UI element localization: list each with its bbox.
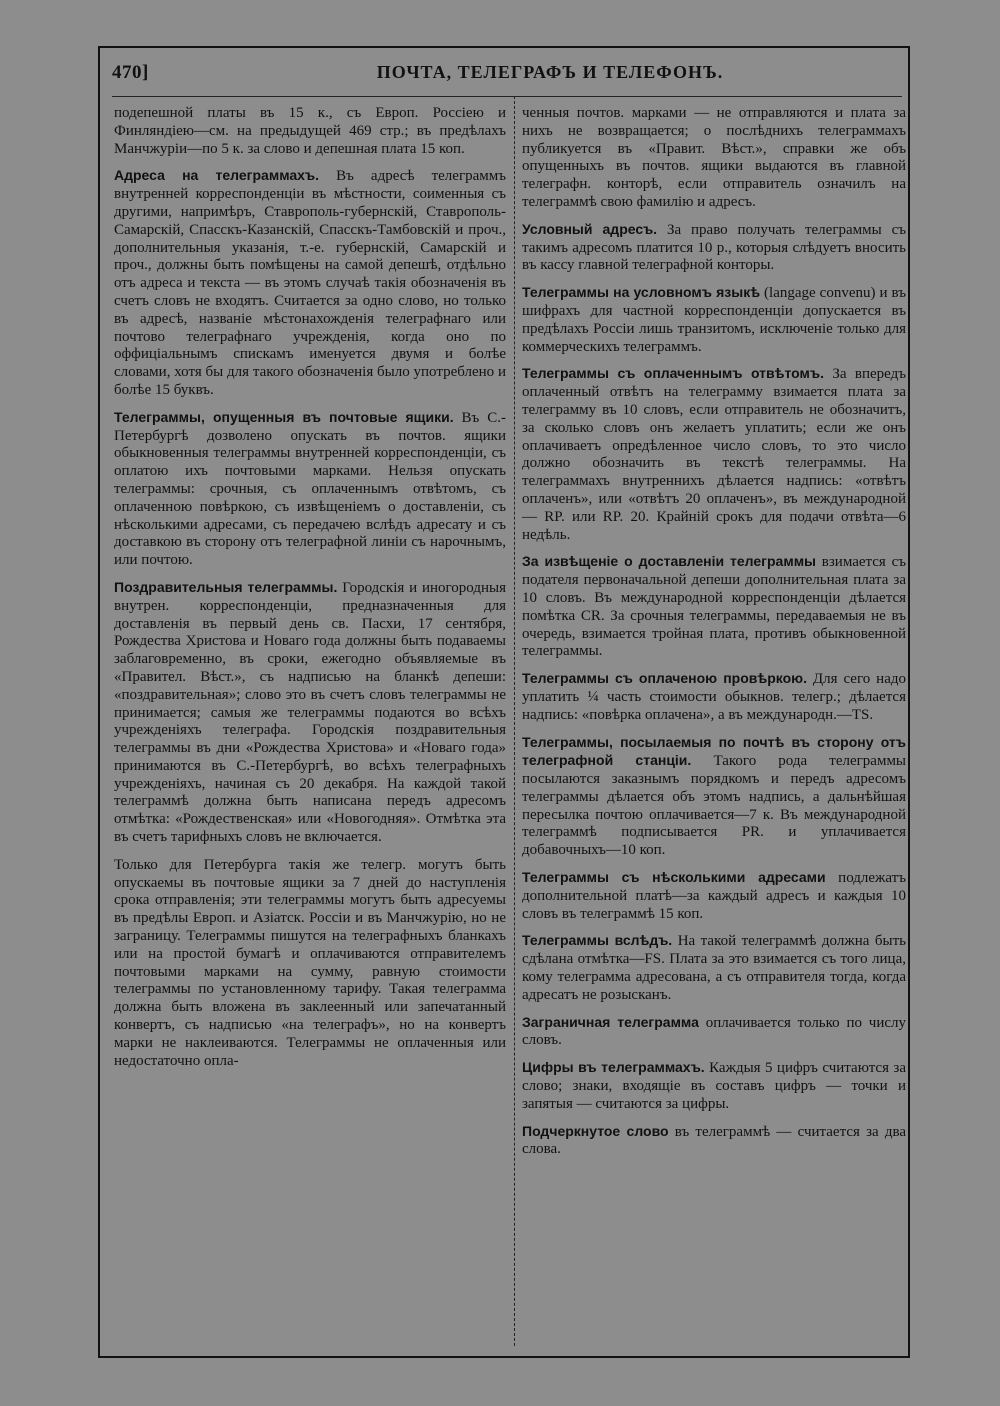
frame-bottom-rule <box>98 1356 910 1358</box>
frame-left-rule <box>98 46 100 1358</box>
paragraph-text: На такой телеграммѣ должна быть сдѣлана отмѣтка—FS. Плата за это взимается съ того лица, кому телеграмма адресована, а съ отправителя тогда, когда адресатъ не розысканъ. <box>522 933 906 1003</box>
running-title: ПОЧТА, ТЕЛЕГРАФЪ И ТЕЛЕФОНЪ. <box>376 62 724 82</box>
paragraph-text: (langage convenu) и въ шифрахъ для частной корреспонденціи допускается въ предѣлахъ Россіи лишь транзитомъ, исключеніе только для коммерческихъ телеграммъ. <box>522 285 906 355</box>
paragraph-text: Въ С.-Петербургѣ дозволено опускать въ почтов. ящики обыкновенныя телеграммы внутренней корреспонденціи, съ оплатою ихъ почтовыми марками. Нельзя опускать телеграммы: срочныя, съ оплаченнымъ отвѣтомъ, съ оплаченною повѣркою, съ извѣщеніемъ о доставленіи, съ нѣсколькими адресами, съ передачею вслѣдъ адресату и съ доставкою въ сторону отъ телеграфной линіи съ нарочнымъ, или почтою. <box>114 409 506 569</box>
column-divider <box>514 96 515 1346</box>
right-column <box>522 104 906 1168</box>
paragraph-text: оплачивается только по числу словъ. <box>522 1014 907 1049</box>
paragraph-heading: Телеграммы съ оплаченнымъ отвѣтомъ. <box>522 365 824 382</box>
paragraph-text: подепешной платы въ 15 к., съ Европ. Россіею и Финляндіею—см. на предыдущей 469 стр.; въ предѣлахъ Манчжуріи—по 5 к. за слово и депешная плата 15 коп. <box>114 105 506 157</box>
paragraph <box>114 167 506 399</box>
paragraph-text: взимается съ подателя первоначальной депеши дополнительная плата за 10 словъ. Въ международной корреспонденціи дѣлается помѣтка CR. За срочныя телеграммы, передаваемыя не въ очередь, взимается тройная плата, противъ обыкновенной телеграммы. <box>522 554 907 660</box>
paragraph <box>114 856 506 1071</box>
paragraph-text: ченныя почтов. марками — не отправляются и плата за нихъ не возвращается; о послѣднихъ телеграммахъ публикуется въ «Правит. Вѣст.», справки же объ опущенныхъ въ почтов. ящики выдаются въ главной телеграфн. конторѣ, если отправитель означилъ на телеграммѣ свою фамилію и адресъ. <box>522 105 906 210</box>
paragraph-text: Городскія и иногородныя внутрен. корреспонденціи, предназначенныя для доставленія въ первый день св. Пасхи, 17 сентября, Рождества Христова и Новаго года должны быть подаваемы заблаговременно, въ сроки, ежегодно объявляемые въ «Правител. Вѣст.», съ надписью на бланкѣ депеши: «поздравительная»; слово это въ счетъ словъ телеграммы не принимается; самыя же телеграммы подаются во всѣхъ учрежденіяхъ телеграфа. Городскія поздравительныя телеграммы въ дни «Рождества Христова» и «Новаго года» принимаются въ С.-Петербургѣ, во всѣхъ телеграфныхъ учрежденіяхъ, начиная съ 20 декабря. На каждой такой телеграммѣ должна быть написана передъ адресомъ отмѣтка: «Рождественская» или «Новогодняя». Отмѣтка эта въ счетъ тарифныхъ словъ не включается. <box>114 579 506 846</box>
paragraph <box>522 284 906 356</box>
paragraph <box>522 104 906 212</box>
paragraph <box>522 553 906 661</box>
paragraph <box>522 1123 906 1160</box>
paragraph <box>522 932 906 1004</box>
paragraph <box>522 1059 906 1113</box>
paragraph <box>522 365 906 544</box>
paragraph <box>522 734 906 861</box>
paragraph-text: Такого рода телеграммы посылаются заказнымъ порядкомъ и передъ адресомъ телеграммы дѣлается объ этомъ надпись, а дальнѣйшая пересылка почтою оплачивается—7 к. Въ международной телеграммѣ подписывается PR. и уплачивается добавочныхъ—10 коп. <box>522 753 907 859</box>
paragraph-heading: Поздравительныя телеграммы. <box>114 578 338 595</box>
paragraph <box>522 670 906 724</box>
paragraph-heading: За извѣщеніе о доставленіи телеграммы <box>522 553 817 570</box>
page-number: 470] <box>112 62 149 83</box>
paragraph-text: За право получать телеграммы съ такимъ адресомъ платится 10 р., которыя слѣдуетъ вносить въ кассу главной телеграфной конторы. <box>522 221 906 274</box>
paragraph-text: Въ адресѣ телеграммъ внутренней корреспонденціи въ мѣстности, соименныя съ другими, напримѣръ, Ставрополь-губернскій, Ставрополь-Самарскій, Спасскъ-Казанскій, Спасскъ-Тамбовскій и проч., дополнительныя указанія, т.-е. губернскій, Самарскій и проч., должны быть помѣщены на самой депешѣ, отдѣльно отъ адреса и текста — въ этомъ случаѣ такія обозначенія въ счетъ словъ не входятъ. Считается за одно слово, но только въ адресѣ, названіе мѣстонахожденія телеграфнаго или почтово телеграфнаго учрежденія, когда оно по оффиціальнымъ спискамъ именуется двумя и болѣе словами, хотя бы для такого обозначенія было употреблено и болѣе 15 буквъ. <box>114 168 506 398</box>
paragraph <box>114 409 506 570</box>
paragraph-text: За впередъ оплаченный отвѣтъ на телеграмму взимается плата за телеграмму въ 10 словъ, если отправитель не обозначитъ, за сколько словъ онъ желаетъ уплатить; если же онъ оплачиваетъ опредѣленное число словъ, то это число должно обозначить въ текстѣ телеграммы. На телеграммахъ внутреннихъ дѣлается надпись: «отвѣтъ оплаченъ», или «отвѣтъ 20 оплаченъ», въ международной — RP. или RP. 20. Крайній срокъ для подачи отвѣта—6 недѣль. <box>522 366 906 543</box>
paragraph <box>522 1014 906 1051</box>
paragraph <box>114 579 506 847</box>
paragraph <box>522 221 906 275</box>
paragraph-heading: Условный адресъ. <box>522 220 658 237</box>
paragraph-heading: Адреса на телеграммахъ. <box>114 167 320 184</box>
paragraph-heading: Цифры въ телеграммахъ. <box>522 1059 705 1076</box>
frame-right-rule <box>908 46 910 1358</box>
paragraph-text: Для сего надо уплатить ¼ часть стоимости обыкнов. телегр.; дѣлается надпись: «повѣрка оплачена», а въ международн.—TS. <box>522 671 906 723</box>
paragraph-heading: Телеграммы, опущенныя въ почтовые ящики. <box>114 408 454 425</box>
frame-top-rule <box>98 46 910 48</box>
paragraph-heading: Заграничная телеграмма <box>522 1013 699 1030</box>
paragraph-text: въ телеграммѣ — считается за два слова. <box>522 1123 907 1158</box>
paragraph <box>522 869 906 923</box>
paragraph-heading: Телеграммы на условномъ языкѣ <box>522 284 761 301</box>
paragraph-heading: Подчеркнутое слово <box>522 1122 669 1139</box>
paragraph-text: Каждыя 5 цифръ считаются за слово; знаки, входящіе въ составъ цифръ — точки и запятыя — считаются за цифры. <box>522 1060 907 1112</box>
paragraph <box>114 104 506 158</box>
paragraph-text: подлежатъ дополнительной платѣ—за каждый адресъ и каждыя 10 словъ въ телеграммѣ 15 коп. <box>522 870 906 922</box>
paragraph-heading: Телеграммы съ нѣсколькими адресами <box>522 869 826 886</box>
left-column <box>114 104 506 1079</box>
paragraph-heading: Телеграммы съ оплаченою провѣркою. <box>522 670 807 687</box>
header-rule <box>112 96 902 97</box>
paragraph-heading: Телеграммы вслѣдъ. <box>522 932 673 949</box>
paragraph-text: Только для Петербурга такія же телегр. могутъ быть опускаемы въ почтовые ящики за 7 дней до наступленія срока отправленія; эти телеграммы могутъ быть адресуемы въ предѣлы Европ. и Азіатск. Россіи и въ Манчжурію, но не заграницу. Телеграммы пишутся на телеграфныхъ бланкахъ или на простой бумагѣ и оплачиваются отправителемъ почтовыми марками на сумму, равную стоимости телеграммы по установленному тарифу. Такая телеграмма должна быть вложена въ заклеенный или запечатанный конвертъ, съ надписью «на телеграфъ», но на конвертъ марки не наклеиваются. Телеграммы не оплаченныя или недостаточно опла- <box>114 856 506 1069</box>
paragraph-heading: Телеграммы, посылаемыя по почтѣ въ сторону отъ телеграфной станціи. <box>522 733 906 769</box>
